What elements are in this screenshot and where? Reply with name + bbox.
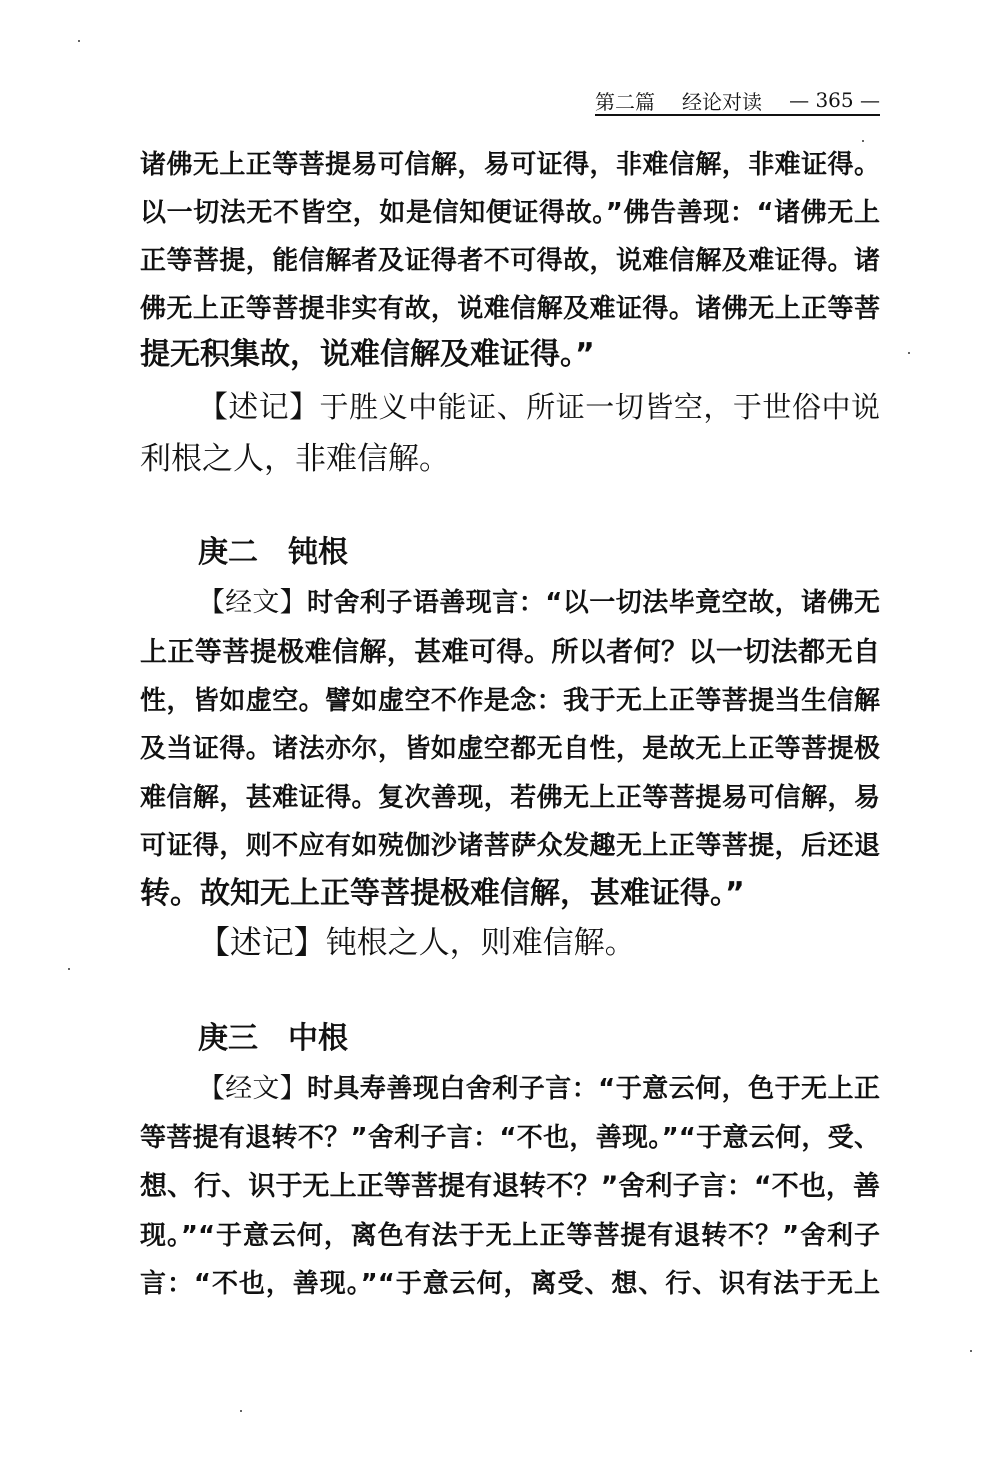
scan-speck [68,968,70,970]
body-line: 等菩提有退转不？”舍利子言：“不也，善现。”“于意云何，受、 [140,1123,880,1153]
page-number: — 365 — [789,88,880,112]
scan-speck [908,352,910,354]
body-line: 想、行、识于无上正等菩提有退转不？”舍利子言：“不也，善 [140,1171,880,1202]
commentary-tag: 【述记】 [198,390,320,425]
body-line: 性，皆如虚空。譬如虚空不作是念：我于无上正等菩提当生信解 [140,686,880,716]
commentary-line: 利根之人，非难信解。 [140,441,450,477]
body-line: 及当证得。诸法亦尔，皆如虚空都无自性，是故无上正等菩提极 [140,734,880,764]
sutra-text: 时具寿善现白舍利子言：“于意云何，色于无上正 [306,1074,881,1104]
scan-speck [862,140,864,142]
commentary-line [140,919,880,965]
body-line: 以一切法无不皆空，如是信知便证得故。”佛告善现：“诸佛无上 [140,198,880,228]
commentary-text: 钝根之人，则难信解。 [325,925,636,961]
body-line: 正等菩提，能信解者及证得者不可得故，说难信解及难证得。诸 [140,246,880,276]
commentary-line [140,384,880,430]
body-line: 佛无上正等菩提非实有故，说难信解及难证得。诸佛无上正等菩 [140,294,880,324]
body-line: 可证得，则不应有如殑伽沙诸菩萨众发趣无上正等菩提，后还退 [140,831,880,861]
body-line: 上正等菩提极难信解，甚难可得。所以者何？以一切法都无自 [140,637,880,668]
body-line: 现。”“于意云何，离色有法于无上正等菩提有退转不？”舍利子 [140,1221,880,1251]
sutra-tag: 【经文】 [198,587,307,618]
commentary-text: 于胜义中能证、所证一切皆空，于世俗中说 [319,390,880,424]
scan-speck [78,40,80,42]
commentary-tag: 【述记】 [198,923,326,961]
header-title: 经论对读 [682,89,763,114]
sutra-line [140,1066,880,1112]
sutra-text: 时舍利子语善现言：“以一切法毕竟空故，诸佛无 [306,588,881,618]
body-line: 转。故知无上正等菩提极难信解，甚难证得。” [140,876,745,911]
sutra-tag: 【经文】 [198,1073,307,1104]
body-line: 提无积集故，说难信解及难证得。” [140,337,595,372]
scan-speck [240,1410,242,1412]
running-header [595,86,880,116]
section-heading: 庚二 钝根 [198,535,348,570]
body-line: 诸佛无上正等菩提易可信解，易可证得，非难信解，非难证得。 [140,150,880,180]
body-line: 言：“不也，善现。”“于意云何，离受、想、行、识有法于无上 [140,1269,880,1299]
scan-speck [970,1350,972,1352]
section-heading: 庚三 中根 [198,1021,348,1056]
header-part: 第二篇 [595,89,655,114]
body-line: 难信解，甚难证得。复次善现，若佛无上正等菩提易可信解，易 [140,783,880,813]
sutra-line [140,580,880,626]
